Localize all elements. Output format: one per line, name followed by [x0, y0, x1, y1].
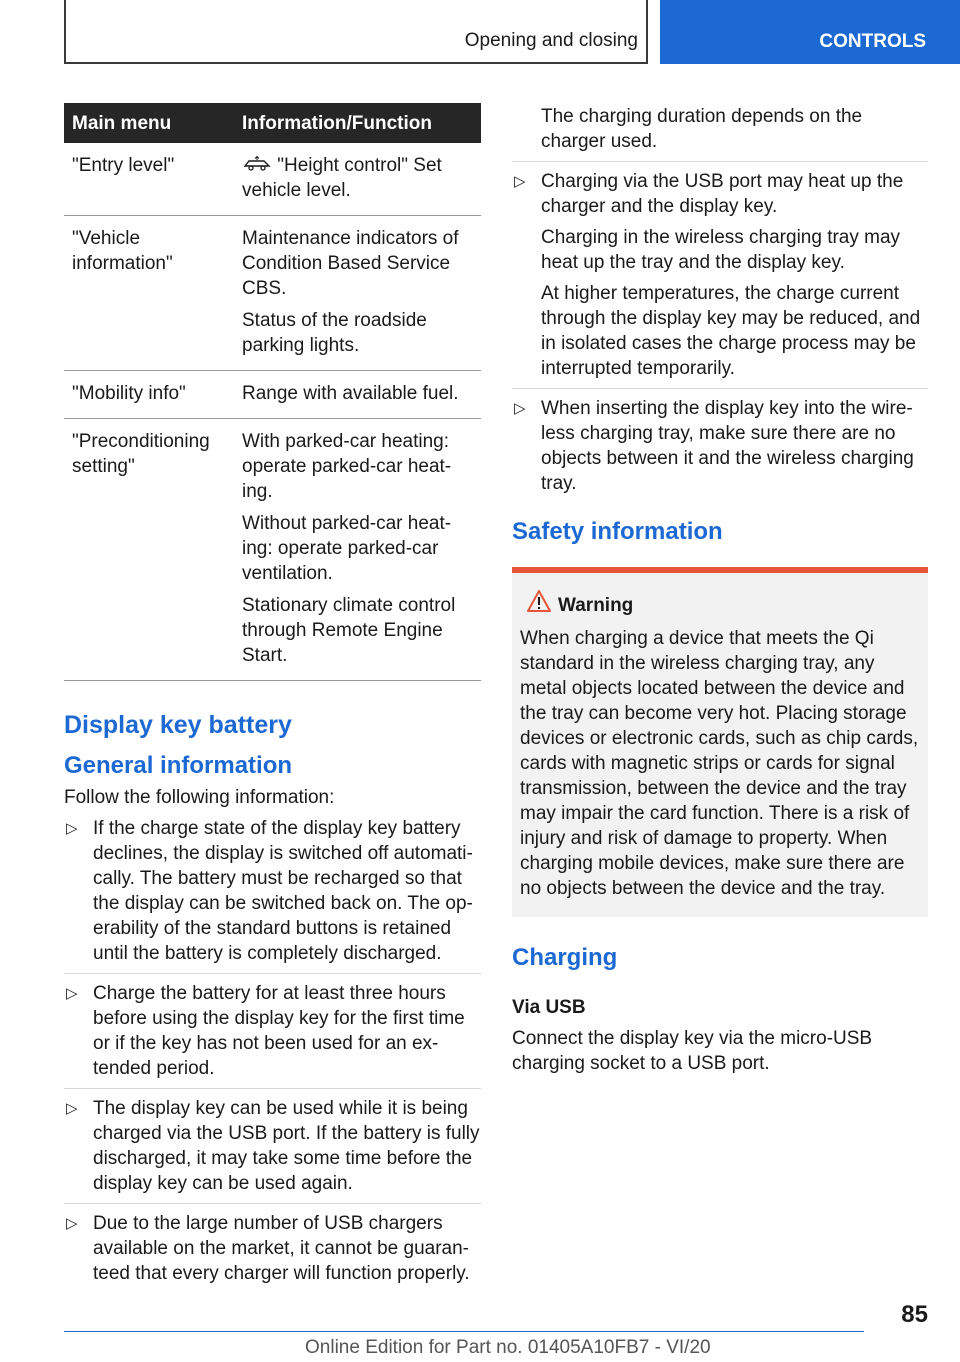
list-item-continuation	[512, 104, 928, 162]
list-item	[64, 816, 481, 974]
table-cell-paragraph: With parked-car heating: operate parked-car heat-ing.	[242, 431, 452, 502]
table-row	[64, 419, 481, 681]
triangle-right-icon: ▷	[66, 1100, 78, 1117]
table-cell-info	[234, 419, 481, 681]
triangle-right-icon: ▷	[514, 173, 526, 190]
warning-box	[512, 567, 928, 917]
list-item-text: The charging duration depends on the charger used.	[541, 106, 863, 152]
right-column	[512, 103, 928, 1082]
triangle-right-icon: ▷	[66, 820, 78, 837]
list-item	[512, 169, 928, 389]
general-information-intro: Follow the following information:	[64, 787, 335, 808]
list-item-text: At higher temperatures, the charge current through the display key may be reduced, and in isolated cases the charge process may be interrupted temporarily.	[541, 283, 921, 379]
via-usb-heading: Via USB	[512, 997, 586, 1018]
height-control-text: "Height control" Set vehicle level.	[242, 155, 442, 201]
table-cell-menu: "Entry level"	[64, 143, 234, 216]
list-item	[64, 1211, 481, 1293]
table-row	[64, 216, 481, 371]
via-usb-text: Connect the display key via the micro-USB charging socket to a USB port.	[512, 1028, 873, 1074]
list-item	[64, 1096, 481, 1204]
display-key-battery-heading: Display key battery	[64, 711, 292, 739]
charging-heading: Charging	[512, 944, 618, 971]
list-item-text: The display key can be used while it is being charged via the USB port. If the battery is fully discharged, it may take some time before the display key can be used again.	[93, 1098, 480, 1194]
list-item	[512, 396, 928, 503]
left-column	[64, 103, 481, 1300]
warning-text: When charging a device that meets the Qi standard in the wireless charging tray, any metal objects located between the device and the tray can become very hot. Placing storage devices or electronic cards, such as chip cards, cards with magnetic strips or cards for signal transmission, between the device and the tray may impair the card function. There is a risk of injury and risk of damage to property. When charging mobile devices, make sure there are no objects between the device and the tray.	[520, 628, 919, 899]
warning-triangle-icon	[526, 589, 552, 613]
triangle-right-icon: ▷	[66, 985, 78, 1002]
table-cell-info	[234, 371, 481, 419]
table-cell-info	[234, 216, 481, 371]
table-cell-info	[234, 143, 481, 216]
table-cell-paragraph: Stationary climate control through Remote Engine Start.	[242, 595, 456, 666]
table-cell-paragraph	[242, 153, 473, 203]
list-item-text: Charge the battery for at least three hours before using the display key for the first time or if the key has not been used for an ex-tended period.	[93, 983, 465, 1079]
car-height-icon	[242, 156, 272, 172]
list-item-text: When inserting the display key into the wire-less charging tray, make sure there are no objects between it and the wireless charging tray.	[541, 398, 914, 494]
table-cell-paragraph: Without parked-car heat-ing: operate parked-car ventilation.	[242, 513, 452, 584]
table-row	[64, 371, 481, 419]
triangle-right-icon: ▷	[514, 400, 526, 417]
footer-edition: Online Edition for Part no. 01405A10FB7 - VI/20	[305, 1337, 711, 1358]
page-number: 85	[901, 1301, 928, 1328]
table-header-main-menu: Main menu	[64, 103, 234, 143]
warning-label: Warning	[558, 595, 634, 616]
safety-information-heading: Safety information	[512, 518, 723, 545]
table-cell-paragraph: Status of the roadside parking lights.	[242, 310, 427, 356]
table-cell-paragraph: Maintenance indicators of Condition Based Service CBS.	[242, 228, 459, 299]
list-item-text: Charging via the USB port may heat up the charger and the display key.	[541, 171, 904, 217]
table-cell-menu: "Mobility info"	[64, 371, 234, 419]
list-item-text: Charging in the wireless charging tray may heat up the tray and the display key.	[541, 227, 901, 273]
general-information-heading: General information	[64, 752, 293, 779]
list-item-text: If the charge state of the display key battery declines, the display is switched off automati-cally. The battery must be recharged so that the display can be switched back on. The op-erability of the standard buttons is retained until the battery is completely discharged.	[93, 818, 473, 964]
main-menu-table	[64, 103, 481, 681]
header-chapter-tab: CONTROLS	[660, 0, 960, 64]
table-header-information: Information/Function	[234, 103, 481, 143]
table-header-row	[64, 103, 481, 143]
table-cell-paragraph: Range with available fuel.	[242, 383, 459, 404]
header-section-title: Opening and closing	[464, 30, 638, 51]
list-item-text: Due to the large number of USB chargers available on the market, it cannot be guaran-teed that every charger will function properly.	[93, 1213, 470, 1284]
warning-title	[520, 593, 920, 618]
table-cell-menu: "Vehicle information"	[64, 216, 234, 371]
battery-bullet-list-continued	[512, 104, 928, 503]
battery-bullet-list	[64, 816, 481, 1293]
footer-divider	[64, 1331, 864, 1332]
table-cell-menu: "Preconditioning setting"	[64, 419, 234, 681]
list-item	[64, 981, 481, 1089]
table-row	[64, 143, 481, 216]
triangle-right-icon: ▷	[66, 1215, 78, 1232]
